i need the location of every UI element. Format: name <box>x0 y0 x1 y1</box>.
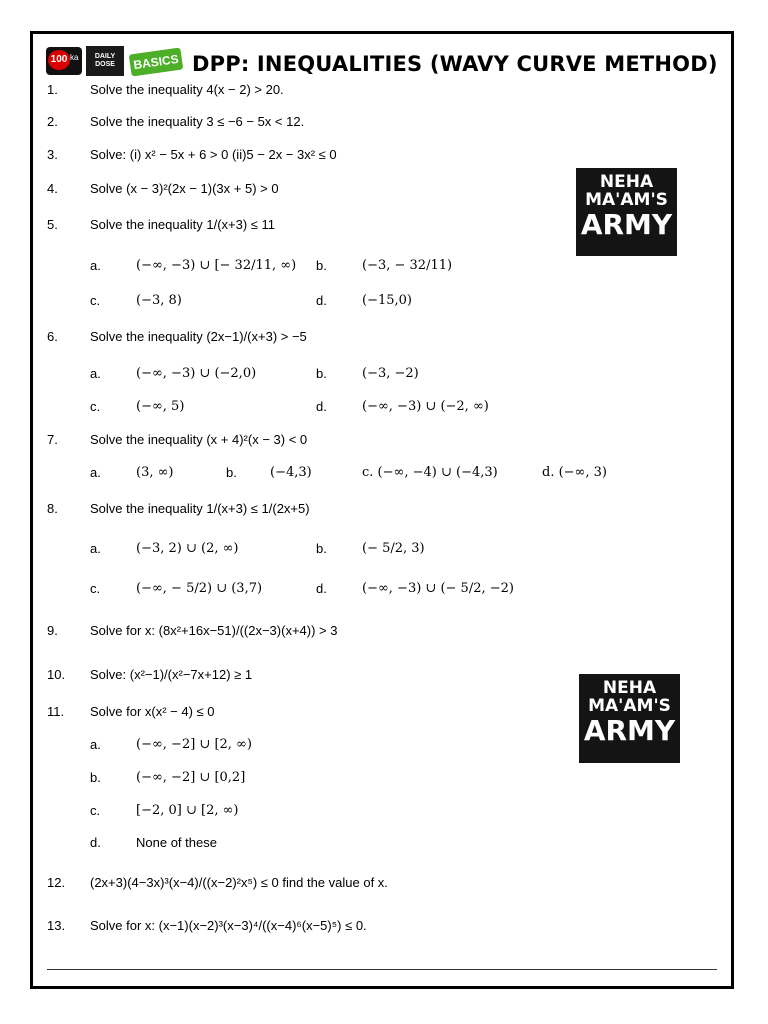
option-text: (− 5/2, 3) <box>362 541 425 556</box>
option-text: (−3, − 32/11) <box>362 258 453 273</box>
question-text: Solve: (i) x² − 5x + 6 > 0 (ii)5 − 2x − 3x² ≤ 0 <box>90 147 337 162</box>
option-label: b. <box>226 465 237 480</box>
daily-dose-logo: DAILY DOSE <box>86 46 124 76</box>
option-label: c. <box>90 293 101 308</box>
option-text: None of these <box>136 835 217 850</box>
option-label: a. <box>90 541 101 556</box>
option-text: (3, ∞) <box>136 465 174 480</box>
question-number: 3. <box>47 147 58 162</box>
question-text: Solve for x: (x−1)(x−2)³(x−3)⁴/((x−4)⁶(x−5)⁵) ≤ 0. <box>90 918 367 933</box>
option-text: (−3, 8) <box>136 293 182 308</box>
option-label: b. <box>90 770 101 785</box>
question-text: Solve the inequality 3 ≤ −6 − 5x < 12. <box>90 114 305 129</box>
stamp-line-2: MA'AM'S <box>585 189 668 210</box>
option-label: d. <box>316 399 327 414</box>
question-text: Solve the inequality 1/(x+3) ≤ 11 <box>90 217 276 232</box>
option-label: c. <box>90 803 101 818</box>
option-text: (−∞, −3) ∪ (−2,0) <box>136 366 257 381</box>
option-text: (−∞, −2] ∪ [2, ∞) <box>136 737 252 752</box>
option-text: (−3, −2) <box>362 366 419 381</box>
option-label: d. <box>316 293 327 308</box>
option-text: (−∞, − 5/2) ∪ (3,7) <box>136 581 263 596</box>
option-text: (−4,3) <box>270 465 312 480</box>
logo-ka-text: ka <box>70 53 79 62</box>
question-number: 13. <box>47 918 66 933</box>
option-label: c. <box>90 399 101 414</box>
option-text: (−∞, −3) ∪ [− 32/11, ∞) <box>136 258 297 273</box>
question-text: Solve the inequality 4(x − 2) > 20. <box>90 82 284 97</box>
option-label: a. <box>90 737 101 752</box>
option-text: c. (−∞, −4) ∪ (−4,3) <box>362 465 498 480</box>
question-text: Solve (x − 3)²(2x − 1)(3x + 5) > 0 <box>90 181 279 196</box>
question-number: 6. <box>47 329 58 344</box>
question-number: 2. <box>47 114 58 129</box>
question-number: 4. <box>47 181 58 196</box>
100-ka-logo <box>46 47 82 75</box>
question-text: Solve: (x²−1)/(x²−7x+12) ≥ 1 <box>90 667 253 682</box>
neha-maams-army-stamp <box>576 168 677 256</box>
option-text: (−15,0) <box>362 293 412 308</box>
option-label: d. <box>90 835 101 850</box>
option-label: a. <box>90 465 101 480</box>
option-label: b. <box>316 258 327 273</box>
neha-maams-army-stamp <box>579 674 680 763</box>
question-text: Solve for x(x² − 4) ≤ 0 <box>90 704 215 719</box>
option-text: (−∞, −3) ∪ (− 5/2, −2) <box>362 581 514 596</box>
stamp-line-3: ARMY <box>583 713 676 747</box>
question-number: 9. <box>47 623 58 638</box>
question-text: (2x+3)(4−3x)³(x−4)/((x−2)²x⁵) ≤ 0 find the value of x. <box>90 875 388 890</box>
stamp-line-3: ARMY <box>580 207 673 241</box>
option-text: (−∞, −2] ∪ [0,2] <box>136 770 246 785</box>
question-text: Solve for x: (8x²+16x−51)/((2x−3)(x+4)) > 3 <box>90 623 338 638</box>
option-label: c. <box>90 581 101 596</box>
question-text: Solve the inequality 1/(x+3) ≤ 1/(2x+5) <box>90 501 310 516</box>
option-text: d. (−∞, 3) <box>542 465 607 480</box>
question-text: Solve the inequality (x + 4)²(x − 3) < 0 <box>90 432 308 447</box>
option-text: (−∞, 5) <box>136 399 185 414</box>
option-label: b. <box>316 541 327 556</box>
option-text: (−∞, −3) ∪ (−2, ∞) <box>362 399 489 414</box>
question-number: 8. <box>47 501 58 516</box>
option-text: [−2, 0] ∪ [2, ∞) <box>136 803 239 818</box>
option-label: d. <box>316 581 327 596</box>
basics-tag: BASICS <box>129 47 184 76</box>
question-number: 11. <box>47 704 65 719</box>
page-title: DPP: INEQUALITIES (WAVY CURVE METHOD) <box>192 52 718 76</box>
question-number: 1. <box>47 82 58 97</box>
stamp-line-1: NEHA <box>602 678 657 698</box>
question-number: 5. <box>47 217 58 232</box>
option-label: a. <box>90 366 101 381</box>
stamp-line-1: NEHA <box>599 172 654 192</box>
question-number: 12. <box>47 875 66 890</box>
bottom-divider <box>47 969 717 970</box>
option-text: (−3, 2) ∪ (2, ∞) <box>136 541 239 556</box>
logo-100-badge: 100 <box>48 50 70 70</box>
question-text: Solve the inequality (2x−1)/(x+3) > −5 <box>90 329 307 344</box>
option-label: a. <box>90 258 101 273</box>
stamp-line-2: MA'AM'S <box>588 695 671 716</box>
option-label: b. <box>316 366 327 381</box>
question-number: 7. <box>47 432 58 447</box>
question-number: 10. <box>47 667 66 682</box>
